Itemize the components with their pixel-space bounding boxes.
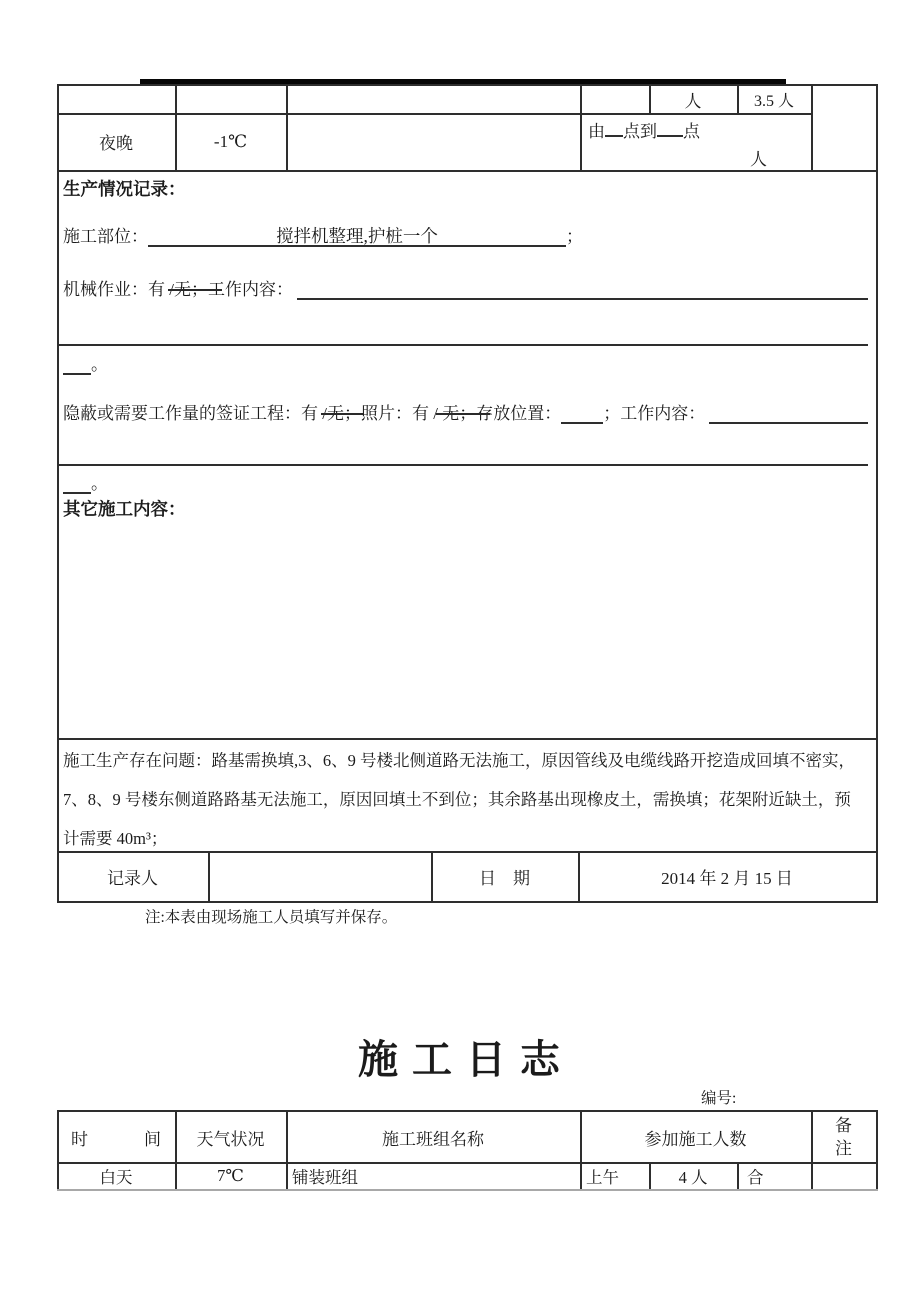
row-total-cell [747, 1162, 811, 1189]
part-value: 搅拌机整理,护桩一个 [276, 226, 438, 246]
table-grid-line [876, 1110, 878, 1189]
table-grid-line [208, 851, 210, 901]
table-grid-line [57, 84, 59, 903]
table-grid-line [57, 901, 878, 903]
header-remark [811, 1112, 876, 1162]
problems-line: 7、8、9 号楼东侧道路路基无法施工，原因回填土不到位；其余路基出现橡皮土，需换填；花架附近缺土，预 [63, 790, 851, 809]
table-grid-line [876, 84, 878, 903]
row-period-cell [586, 1162, 649, 1189]
table-grid-line [57, 170, 878, 172]
duration-line [580, 113, 811, 142]
header-team-label: 施工班组名称 [382, 1129, 484, 1149]
hidden-work-line [63, 399, 868, 424]
blank-underline [63, 357, 91, 375]
machine-label: 机械作业：有 / [63, 280, 174, 299]
date-value-cell [578, 851, 876, 901]
blank-underline [58, 344, 868, 346]
blank-underline [58, 464, 868, 466]
other-content-heading: 其它施工内容： [63, 499, 186, 519]
period: 。 [91, 355, 108, 374]
header-weather [175, 1112, 286, 1162]
machine-work-line [63, 275, 868, 300]
duration-text: 由 [588, 122, 605, 141]
row-temp-cell [175, 1162, 286, 1189]
header-time [57, 1112, 175, 1162]
blank-period-line [63, 469, 108, 494]
blank-underline [297, 280, 868, 300]
number-label: 编号: [701, 1090, 737, 1107]
header-weather-label: 天气状况 [196, 1129, 265, 1149]
ren-label: 人 [684, 92, 702, 111]
row-time-cell [57, 1162, 175, 1189]
row-count: 4 人 [678, 1167, 708, 1187]
hidden-label: 隐蔽或需要工作量的签证工程：有 / [63, 404, 327, 423]
duration-text: 点 [683, 122, 700, 141]
table-grid-line [57, 738, 878, 740]
night-temp-cell [175, 113, 286, 170]
table-grid-line [737, 1162, 739, 1189]
header-remark-char: 备 [835, 1116, 852, 1135]
table-footnote: 注:本表由现场施工人员填写并保存。 [145, 909, 398, 926]
header-workers-label: 参加施工人数 [644, 1129, 747, 1149]
row-count-cell [649, 1162, 737, 1189]
table-grid-line [57, 1189, 878, 1191]
problems-line: 施工生产存在问题：路基需换填,3、6、9 号楼北侧道路无法施工，原因管线及电缆线路开挖造成回填不密实， [63, 751, 855, 770]
header-team [286, 1112, 580, 1162]
workers-ren-cell [649, 86, 737, 113]
part-blank [148, 223, 566, 247]
part-label: 施工部位： [63, 227, 148, 246]
construction-part-line [63, 222, 583, 247]
table-grid-line [286, 84, 288, 170]
table-grid-line [811, 84, 813, 170]
page-title: 施 工 日 志 [358, 1037, 562, 1082]
workers-count-cell [737, 86, 811, 113]
row-total: 合 [747, 1167, 764, 1187]
photo-label: 照片：有 / [360, 404, 443, 423]
night-time-cell [57, 113, 175, 170]
part-suffix: ； [566, 227, 583, 246]
row-team-cell [292, 1162, 580, 1189]
duration-ren-line [580, 145, 811, 170]
date-label-cell [431, 851, 578, 901]
row-temp: 7℃ [217, 1165, 244, 1185]
problems-paragraph [63, 741, 873, 858]
row-period: 上午 [586, 1167, 619, 1187]
recorder-label: 记录人 [107, 868, 158, 888]
header-workers [580, 1112, 811, 1162]
date-value: 2014 年 2 月 15 日 [661, 868, 793, 888]
blank-period-line [63, 350, 108, 375]
blank-underline [63, 476, 91, 494]
problems-line: 计需要 40m³； [63, 829, 168, 848]
storage-label: 存放位置： [476, 404, 562, 423]
blank-underline [561, 406, 603, 424]
row-team: 铺装班组 [292, 1167, 358, 1187]
blank-underline [709, 404, 868, 424]
count-value: 3.5 人 [753, 93, 794, 110]
period: 。 [91, 474, 108, 493]
ren-label: 人 [750, 150, 767, 169]
hidden-none-struck: 无； [327, 399, 361, 424]
duration-text: 点到 [623, 122, 657, 141]
recorder-cell [57, 851, 208, 901]
header-time-char: 时 [71, 1129, 88, 1149]
machine-content-label: 工作内容： [207, 280, 293, 299]
header-remark-char: 注 [835, 1139, 852, 1158]
production-record-heading: 生产情况记录： [63, 179, 186, 199]
row-time: 白天 [99, 1167, 133, 1187]
night-label: 夜晚 [99, 134, 133, 153]
work-content-label: ；工作内容： [603, 404, 706, 423]
blank-underline [605, 119, 623, 137]
machine-none-struck: 无； [174, 275, 208, 300]
night-temp: -1℃ [213, 131, 248, 151]
night-duration-cell [580, 113, 811, 170]
photo-none-struck: 无； [442, 399, 476, 424]
blank-underline [657, 119, 683, 137]
header-time-char: 间 [144, 1129, 161, 1149]
date-label: 日 期 [479, 868, 530, 888]
